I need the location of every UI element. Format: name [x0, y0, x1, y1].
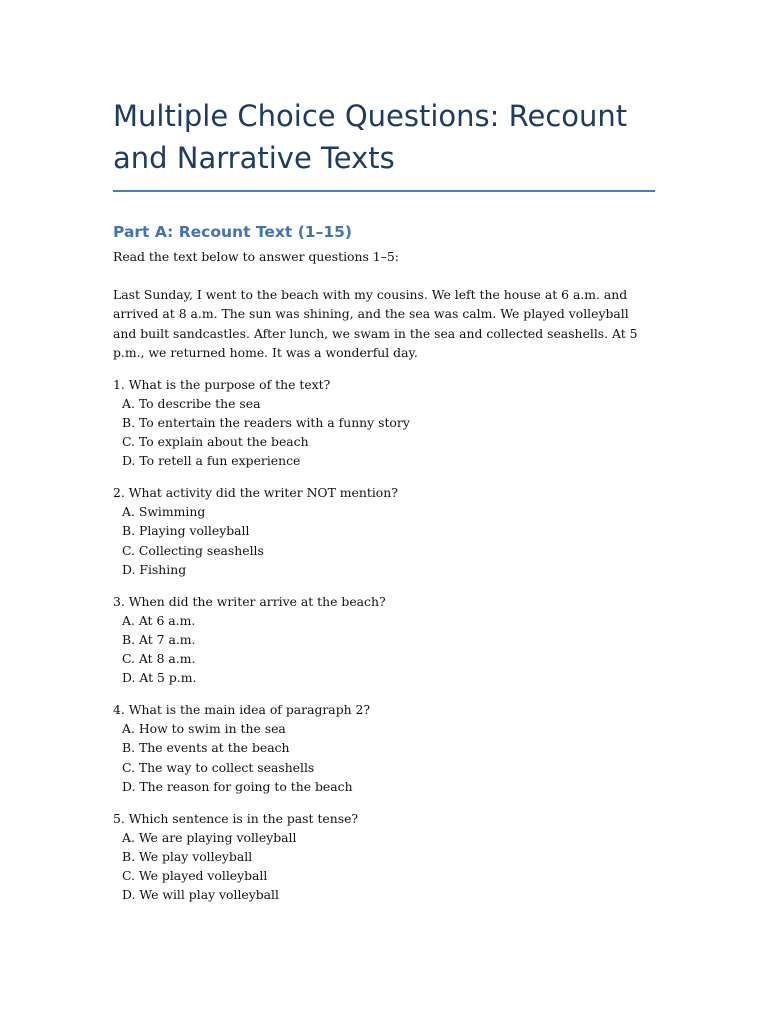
- answer-option: B. The events at the beach: [122, 740, 290, 756]
- question-5: [113, 809, 655, 905]
- question-stem: 1. What is the purpose of the text?: [113, 376, 331, 392]
- answer-option: D. We will play volleyball: [122, 887, 279, 903]
- instructions-text: Read the text below to answer questions 1–5:: [113, 249, 399, 264]
- answer-option: B. To entertain the readers with a funny story: [122, 414, 410, 430]
- answer-option: D. The reason for going to the beach: [122, 778, 353, 794]
- title-underline: [113, 190, 655, 192]
- answer-option: A. How to swim in the sea: [122, 721, 286, 737]
- question-3: [113, 592, 655, 688]
- answer-option: C. The way to collect seashells: [122, 759, 315, 775]
- answer-option: D. At 5 p.m.: [122, 670, 197, 686]
- question-stem: 3. When did the writer arrive at the beach?: [113, 593, 386, 609]
- reading-passage: Last Sunday, I went to the beach with my cousins. We left the house at 6 a.m. and arrived at 8 a.m. The sun was shining, and the sea was calm. We played volleyball and built sandcastles. After lunch, we swam in the sea and collected seashells. At 5 p.m., we returned home. It was a wonderful day.: [113, 287, 638, 360]
- question-list: [113, 375, 655, 905]
- question-stem: 4. What is the main idea of paragraph 2?: [113, 702, 371, 718]
- answer-option: A. We are playing volleyball: [122, 829, 297, 845]
- answer-option: C. Collecting seashells: [122, 542, 264, 558]
- question-4: [113, 700, 655, 796]
- question-stem: 5. Which sentence is in the past tense?: [113, 810, 359, 826]
- answer-option: D. Fishing: [122, 561, 187, 577]
- answer-option: C. To explain about the beach: [122, 434, 309, 450]
- question-2: [113, 483, 655, 579]
- section-heading: Part A: Recount Text (1–15): [113, 223, 352, 241]
- answer-option: A. At 6 a.m.: [122, 612, 196, 628]
- answer-option: A. Swimming: [122, 504, 206, 520]
- question-1: [113, 375, 655, 471]
- answer-option: A. To describe the sea: [122, 395, 261, 411]
- page-title-line-1: Multiple Choice Questions: Recount: [113, 99, 628, 133]
- answer-option: D. To retell a fun experience: [122, 453, 301, 469]
- page-title-line-2: and Narrative Texts: [113, 141, 395, 175]
- answer-option: B. At 7 a.m.: [122, 631, 196, 647]
- answer-option: B. Playing volleyball: [122, 523, 250, 539]
- answer-option: B. We play volleyball: [122, 848, 253, 864]
- answer-option: C. At 8 a.m.: [122, 651, 196, 667]
- document-page: [113, 95, 655, 905]
- answer-option: C. We played volleyball: [122, 868, 268, 884]
- page-title: [113, 95, 655, 179]
- question-stem: 2. What activity did the writer NOT mention?: [113, 485, 398, 501]
